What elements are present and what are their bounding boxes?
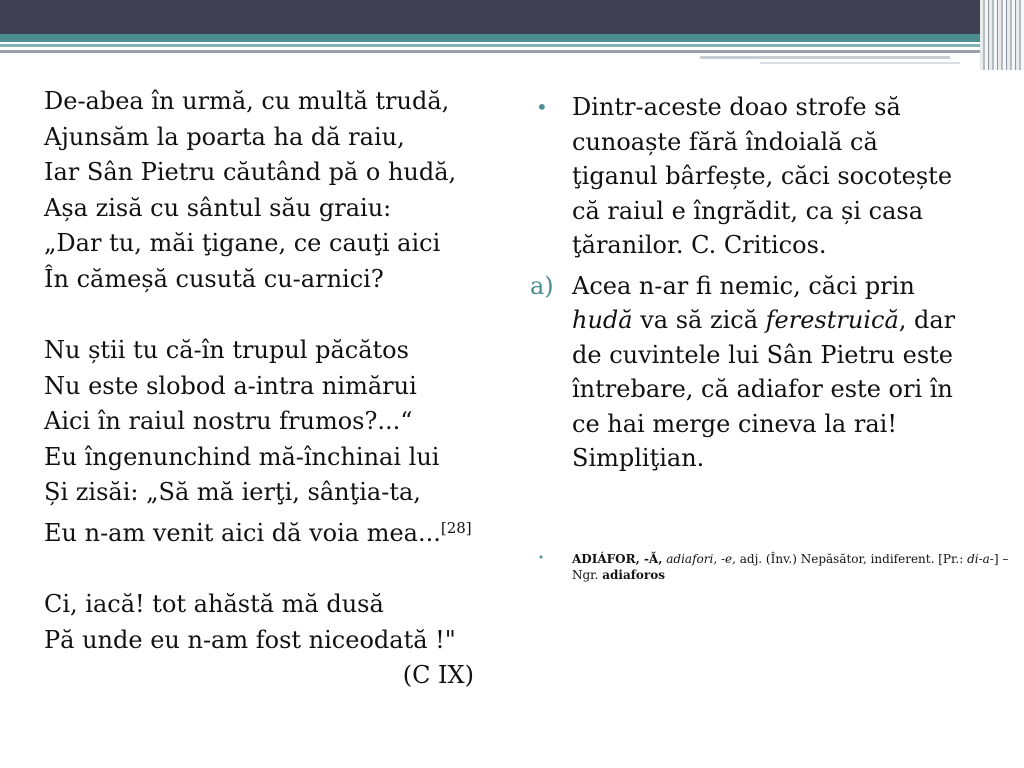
note-forms: adiafori, -e, [666, 552, 736, 566]
poem-line: De-abea în urmă, cu multă trudă, [44, 87, 450, 115]
note-etymology: ] – Ngr. [572, 552, 1009, 582]
note-etymon: adiaforos [602, 568, 665, 582]
header-accent-bar [0, 34, 1024, 42]
item-text-part: va să zică [632, 306, 766, 334]
poem-line: Așa zisă cu sântul său graiu: [44, 193, 392, 222]
dictionary-note [530, 551, 1012, 583]
commentary-column [530, 90, 970, 482]
poem-line: Ci, iacă! tot ahăstă mă dusă [44, 590, 384, 618]
stanza-gap [44, 551, 504, 587]
footnote-reference: [28] [440, 518, 472, 537]
poem-line: „Dar tu, măi ţigane, ce cauţi aici [44, 229, 441, 257]
header-light-line [700, 56, 950, 59]
poem-line: Ajunsăm la poarta ha dă raiu, [44, 122, 405, 151]
item-emphasis: ferestruică [765, 306, 899, 334]
header-light-line-2 [760, 62, 960, 64]
bullet-icon: • [538, 553, 544, 564]
item-text-part: Acea n-ar fi nemic, căci prin [572, 271, 915, 300]
note-pronunciation: di-a- [967, 552, 994, 566]
list-marker: a) [530, 271, 554, 300]
header-bar [0, 0, 1024, 34]
poem-line: În cămeșă cusută cu-arnici? [44, 264, 384, 293]
note-headword: ADIÁFOR, -Ă, [572, 552, 663, 566]
item-emphasis: hudă [572, 306, 633, 334]
item-text-part: , dar de cuvintele lui Sân Pietru este întrebare, că adiafor este ori în ce hai merge cineva la rai! Simpliţian. [572, 306, 956, 472]
poem-line: Nu știi tu că-în trupul păcătos [44, 336, 409, 364]
corner-stripes [980, 0, 1024, 70]
poem-line: Eu îngenunchind mă-închinai lui [44, 442, 440, 471]
list-item-a [530, 269, 970, 476]
poem-line: Pă unde eu n-am fost niceodată !" [44, 625, 456, 654]
bullet-icon: • [536, 95, 548, 119]
header-accent-line [0, 44, 1024, 47]
poem-citation: (C IX) [402, 661, 474, 689]
bullet-text: Dintr-aceste doao strofe să cunoaște fără îndoială că ţiganul bârfește, căci socotește că raiul e îngrădit, ca și casa ţăranilor. C. Criticos. [572, 93, 953, 259]
poem-line: Aici în raiul nostru frumos?...“ [44, 407, 413, 435]
note-gloss: adj. (Înv.) Nepăsător, indiferent. [Pr.: [735, 552, 968, 566]
poem-line: Iar Sân Pietru căutând pă o hudă, [44, 158, 457, 186]
poem-line: Și zisăi: „Să mă ierţi, sânţia-ta, [44, 478, 421, 506]
bullet-item [530, 90, 970, 263]
header-grey-line [0, 50, 1024, 53]
stanza-gap [44, 297, 504, 333]
poem-line-wrapped [44, 511, 504, 552]
poem-line: Nu este slobod a-intra nimărui [44, 371, 417, 400]
poem-line-text: Eu n-am venit aici dă voia mea... [44, 518, 441, 547]
poem-column [44, 84, 504, 694]
